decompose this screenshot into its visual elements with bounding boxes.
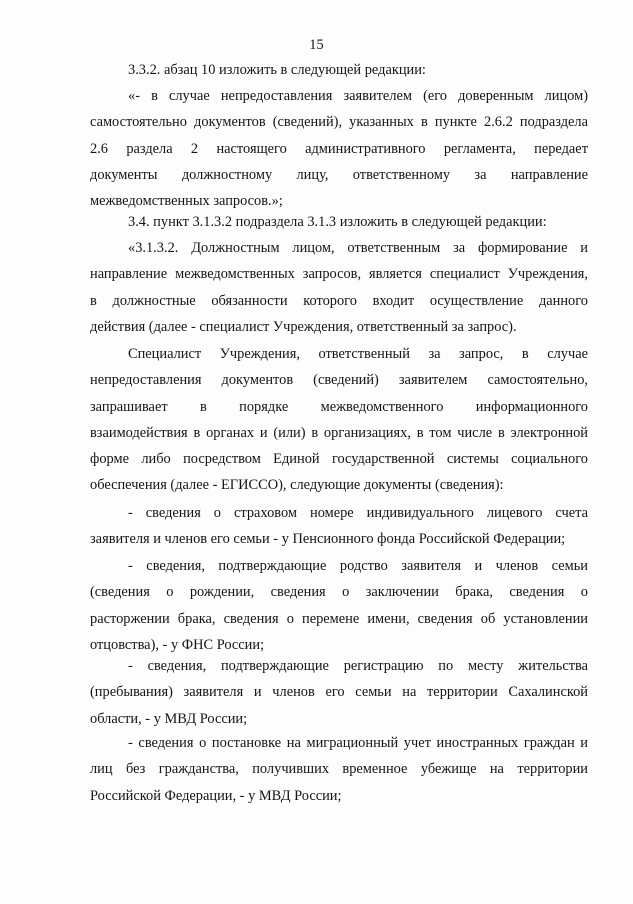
list-item-kinship bbox=[90, 553, 588, 658]
text-line: - сведения, подтверждающие родство заявителя и членов семьи bbox=[128, 558, 588, 574]
text-line: - сведения о постановке на миграционный учет иностранных граждан и bbox=[128, 735, 588, 751]
text-line: «- в случае непредоставления заявителем (его доверенным лицом) bbox=[128, 88, 588, 104]
paragraph-3-4-heading bbox=[90, 209, 588, 235]
list-item-insurance-number bbox=[90, 500, 588, 553]
text-line: взаимодействия в органах и (или) в организациях, в том числе в электронной bbox=[90, 424, 588, 441]
text-line: Российской Федерации, - у МВД России; bbox=[90, 787, 342, 804]
text-line: (пребывания) заявителя и членов его семьи на территории Сахалинской bbox=[90, 684, 588, 701]
text-line: документы должностному лицу, ответственному за направление bbox=[90, 166, 588, 183]
text-line: самостоятельно документов (сведений), указанных в пункте 2.6.2 подраздела bbox=[90, 114, 588, 131]
text-line: 2.6 раздела 2 настоящего административного регламента, передает bbox=[90, 140, 588, 157]
paragraph-3-1-3-2 bbox=[90, 235, 588, 340]
text-line: форме либо посредством Единой государственной системы социального bbox=[90, 451, 588, 468]
text-line: лиц без гражданства, получивших временное убежище на территории bbox=[90, 761, 588, 778]
text-line: межведомственных запросов.»; bbox=[90, 193, 283, 210]
paragraph-quoted-amendment bbox=[90, 83, 588, 214]
text-line: обеспечения (далее - ЕГИССО), следующие документы (сведения): bbox=[90, 477, 504, 494]
list-item-registration bbox=[90, 653, 588, 732]
text-line: расторжении брака, сведения о перемене имени, сведения об установлении bbox=[90, 610, 588, 627]
text-line: 3.4. пункт 3.1.3.2 подраздела 3.1.3 изложить в следующей редакции: bbox=[128, 214, 547, 230]
text-line: области, - у МВД России; bbox=[90, 710, 248, 727]
paragraph-3-3-2-heading bbox=[90, 57, 588, 83]
text-line: (сведения о рождении, сведения о заключении брака, сведения о bbox=[90, 584, 588, 601]
text-line: «3.1.3.2. Должностным лицом, ответственным за формирование и bbox=[128, 240, 588, 256]
text-line: непредоставления документов (сведений) заявителем самостоятельно, bbox=[90, 372, 588, 389]
text-line: заявителя и членов его семьи - у Пенсионного фонда Российской Федерации; bbox=[90, 531, 566, 548]
text-line: направление межведомственных запросов, является специалист Учреждения, bbox=[90, 266, 588, 283]
text-line: Специалист Учреждения, ответственный за запрос, в случае bbox=[128, 346, 588, 362]
text-line: 3.3.2. абзац 10 изложить в следующей редакции: bbox=[128, 62, 426, 78]
page-number: 15 bbox=[309, 37, 324, 53]
text-line: запрашивает в порядке межведомственного информационного bbox=[90, 398, 588, 415]
text-line: отцовства), - у ФНС России; bbox=[90, 636, 265, 653]
list-item-migration bbox=[90, 730, 588, 809]
text-line: действия (далее - специалист Учреждения, ответственный за запрос). bbox=[90, 318, 517, 335]
text-line: - сведения о страховом номере индивидуального лицевого счета bbox=[128, 505, 588, 521]
text-line: в должностные обязанности которого входит осуществление данного bbox=[90, 292, 588, 309]
text-line: - сведения, подтверждающие регистрацию по месту жительства bbox=[128, 658, 588, 674]
paragraph-specialist-request bbox=[90, 341, 588, 499]
